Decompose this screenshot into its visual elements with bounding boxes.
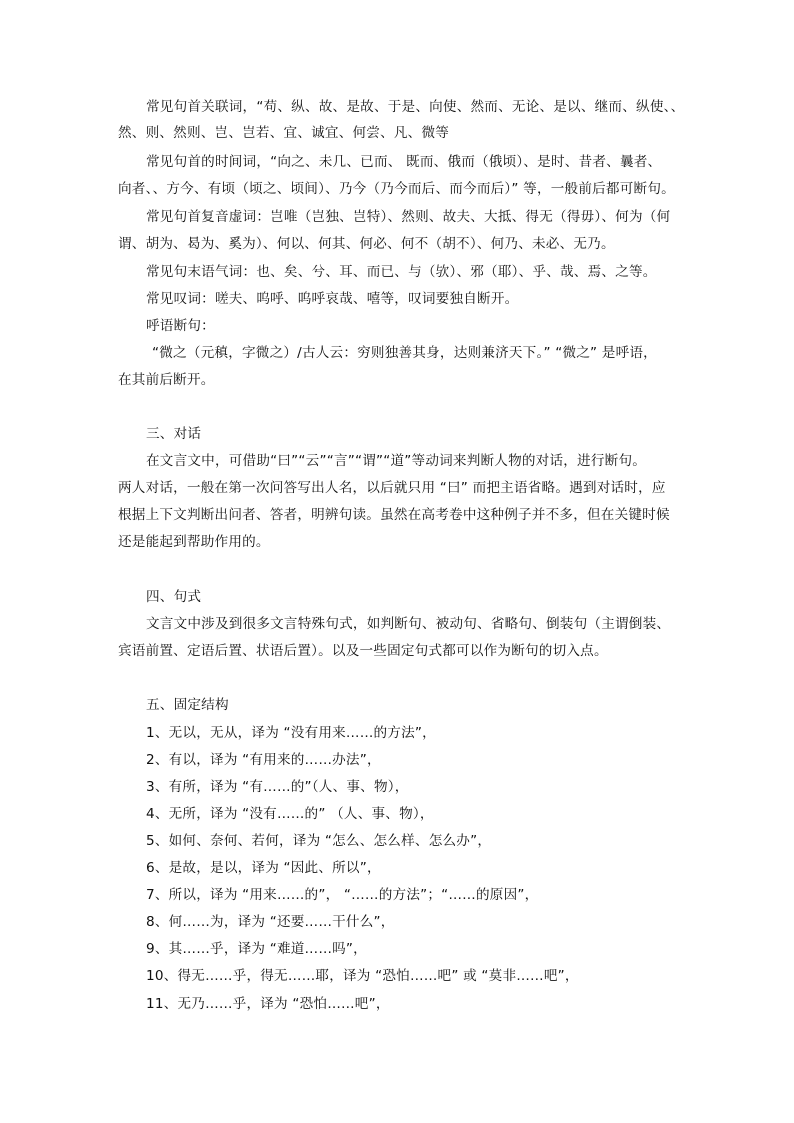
list-item: 8、何……为，译为 “还要……干什么”，: [146, 914, 395, 930]
paragraph-line: 然、则、然则、岂、岂若、宜、诚宜、何尝、凡、微等: [118, 125, 450, 141]
list-item: 7、所以，译为 “用来……的”， “……的方法”；“……的原因”，: [146, 887, 539, 903]
paragraph-line: 呼语断句：: [146, 318, 215, 334]
paragraph-line: 还是能起到帮助作用的。: [118, 534, 270, 550]
list-item: 10、得无……乎，得无……耶，译为 “恐怕……吧” 或 “莫非……吧”，: [146, 968, 579, 984]
paragraph-line: 常见句首的时间词，“向之、未几、已而、 既而、俄而（俄顷）、是时、昔者、曩者、: [146, 154, 662, 170]
list-item: 9、其……乎，译为 “难道……吗”，: [146, 941, 367, 957]
list-item: 11、无乃……乎，译为 “恐怕……吧”，: [146, 996, 390, 1012]
paragraph-line: 谓、胡为、曷为、奚为）、何以、何其、何必、何不（胡不）、何乃、未必、无乃。: [118, 236, 615, 252]
list-item: 5、如何、奈何、若何，译为 “怎么、怎么样、怎么办”，: [146, 833, 492, 849]
paragraph-line: 常见句首复音虚词：岂唯（岂独、岂特）、然则、故夫、大抵、得无（得毋）、何为（何: [146, 209, 671, 225]
paragraph-line: 宾语前置、定语后置、状语后置）。以及一些固定句式都可以作为断句的切入点。: [118, 643, 608, 659]
paragraph-line: “微之（元稹，字微之）/古人云：穷则独善其身，达则兼济天下。” “微之” 是呼语，: [152, 345, 657, 361]
paragraph-line: 在文言文中，可借助“曰”“云”“言”“谓”“道”等动词来判断人物的对话，进行断句。: [146, 453, 647, 469]
list-item: 4、无所，译为 “没有……的” （人、事、物），: [146, 806, 434, 822]
section-heading-dialogue: 三、对话: [146, 426, 202, 442]
list-item: 6、是故，是以，译为 “因此、所以”，: [146, 860, 381, 876]
paragraph-line: 常见句末语气词：也、矣、兮、耳、而已、与（欤）、邪（耶）、乎、哉、焉、之等。: [146, 264, 657, 280]
paragraph-line: 根据上下文判断出问者、答者，明辨句读。虽然在高考卷中这种例子并不多，但在关键时候: [118, 507, 670, 523]
paragraph-line: 文言文中涉及到很多文言特殊句式，如判断句、被动句、省略句、倒装句（主谓倒装、: [146, 616, 671, 632]
section-heading-fixed-structures: 五、固定结构: [146, 697, 229, 713]
paragraph-line: 常见叹词：嗟夫、呜呼、呜呼哀哉、嘻等，叹词要独自断开。: [146, 291, 519, 307]
section-heading-sentence-patterns: 四、句式: [146, 589, 202, 605]
list-item: 1、无以，无从，译为 “没有用来……的方法”，: [146, 725, 436, 741]
paragraph-line: 在其前后断开。: [118, 372, 215, 388]
paragraph-line: 常见句首关联词，“苟、纵、故、是故、于是、向使、然而、无论、是以、继而、纵使、、: [146, 99, 685, 115]
list-item: 3、有所，译为 “有……的”（人、事、物），: [146, 779, 409, 795]
list-item: 2、有以，译为 “有用来的……办法”，: [146, 752, 381, 768]
paragraph-line: 两人对话，一般在第一次问答写出人名，以后就只用 “曰” 而把主语省略。遇到对话时，应: [118, 480, 666, 496]
paragraph-line: 向者、、方今、有顷（顷之、顷间）、乃今（乃今而后、而今而后）” 等，一般前后都可断句。: [118, 181, 675, 197]
